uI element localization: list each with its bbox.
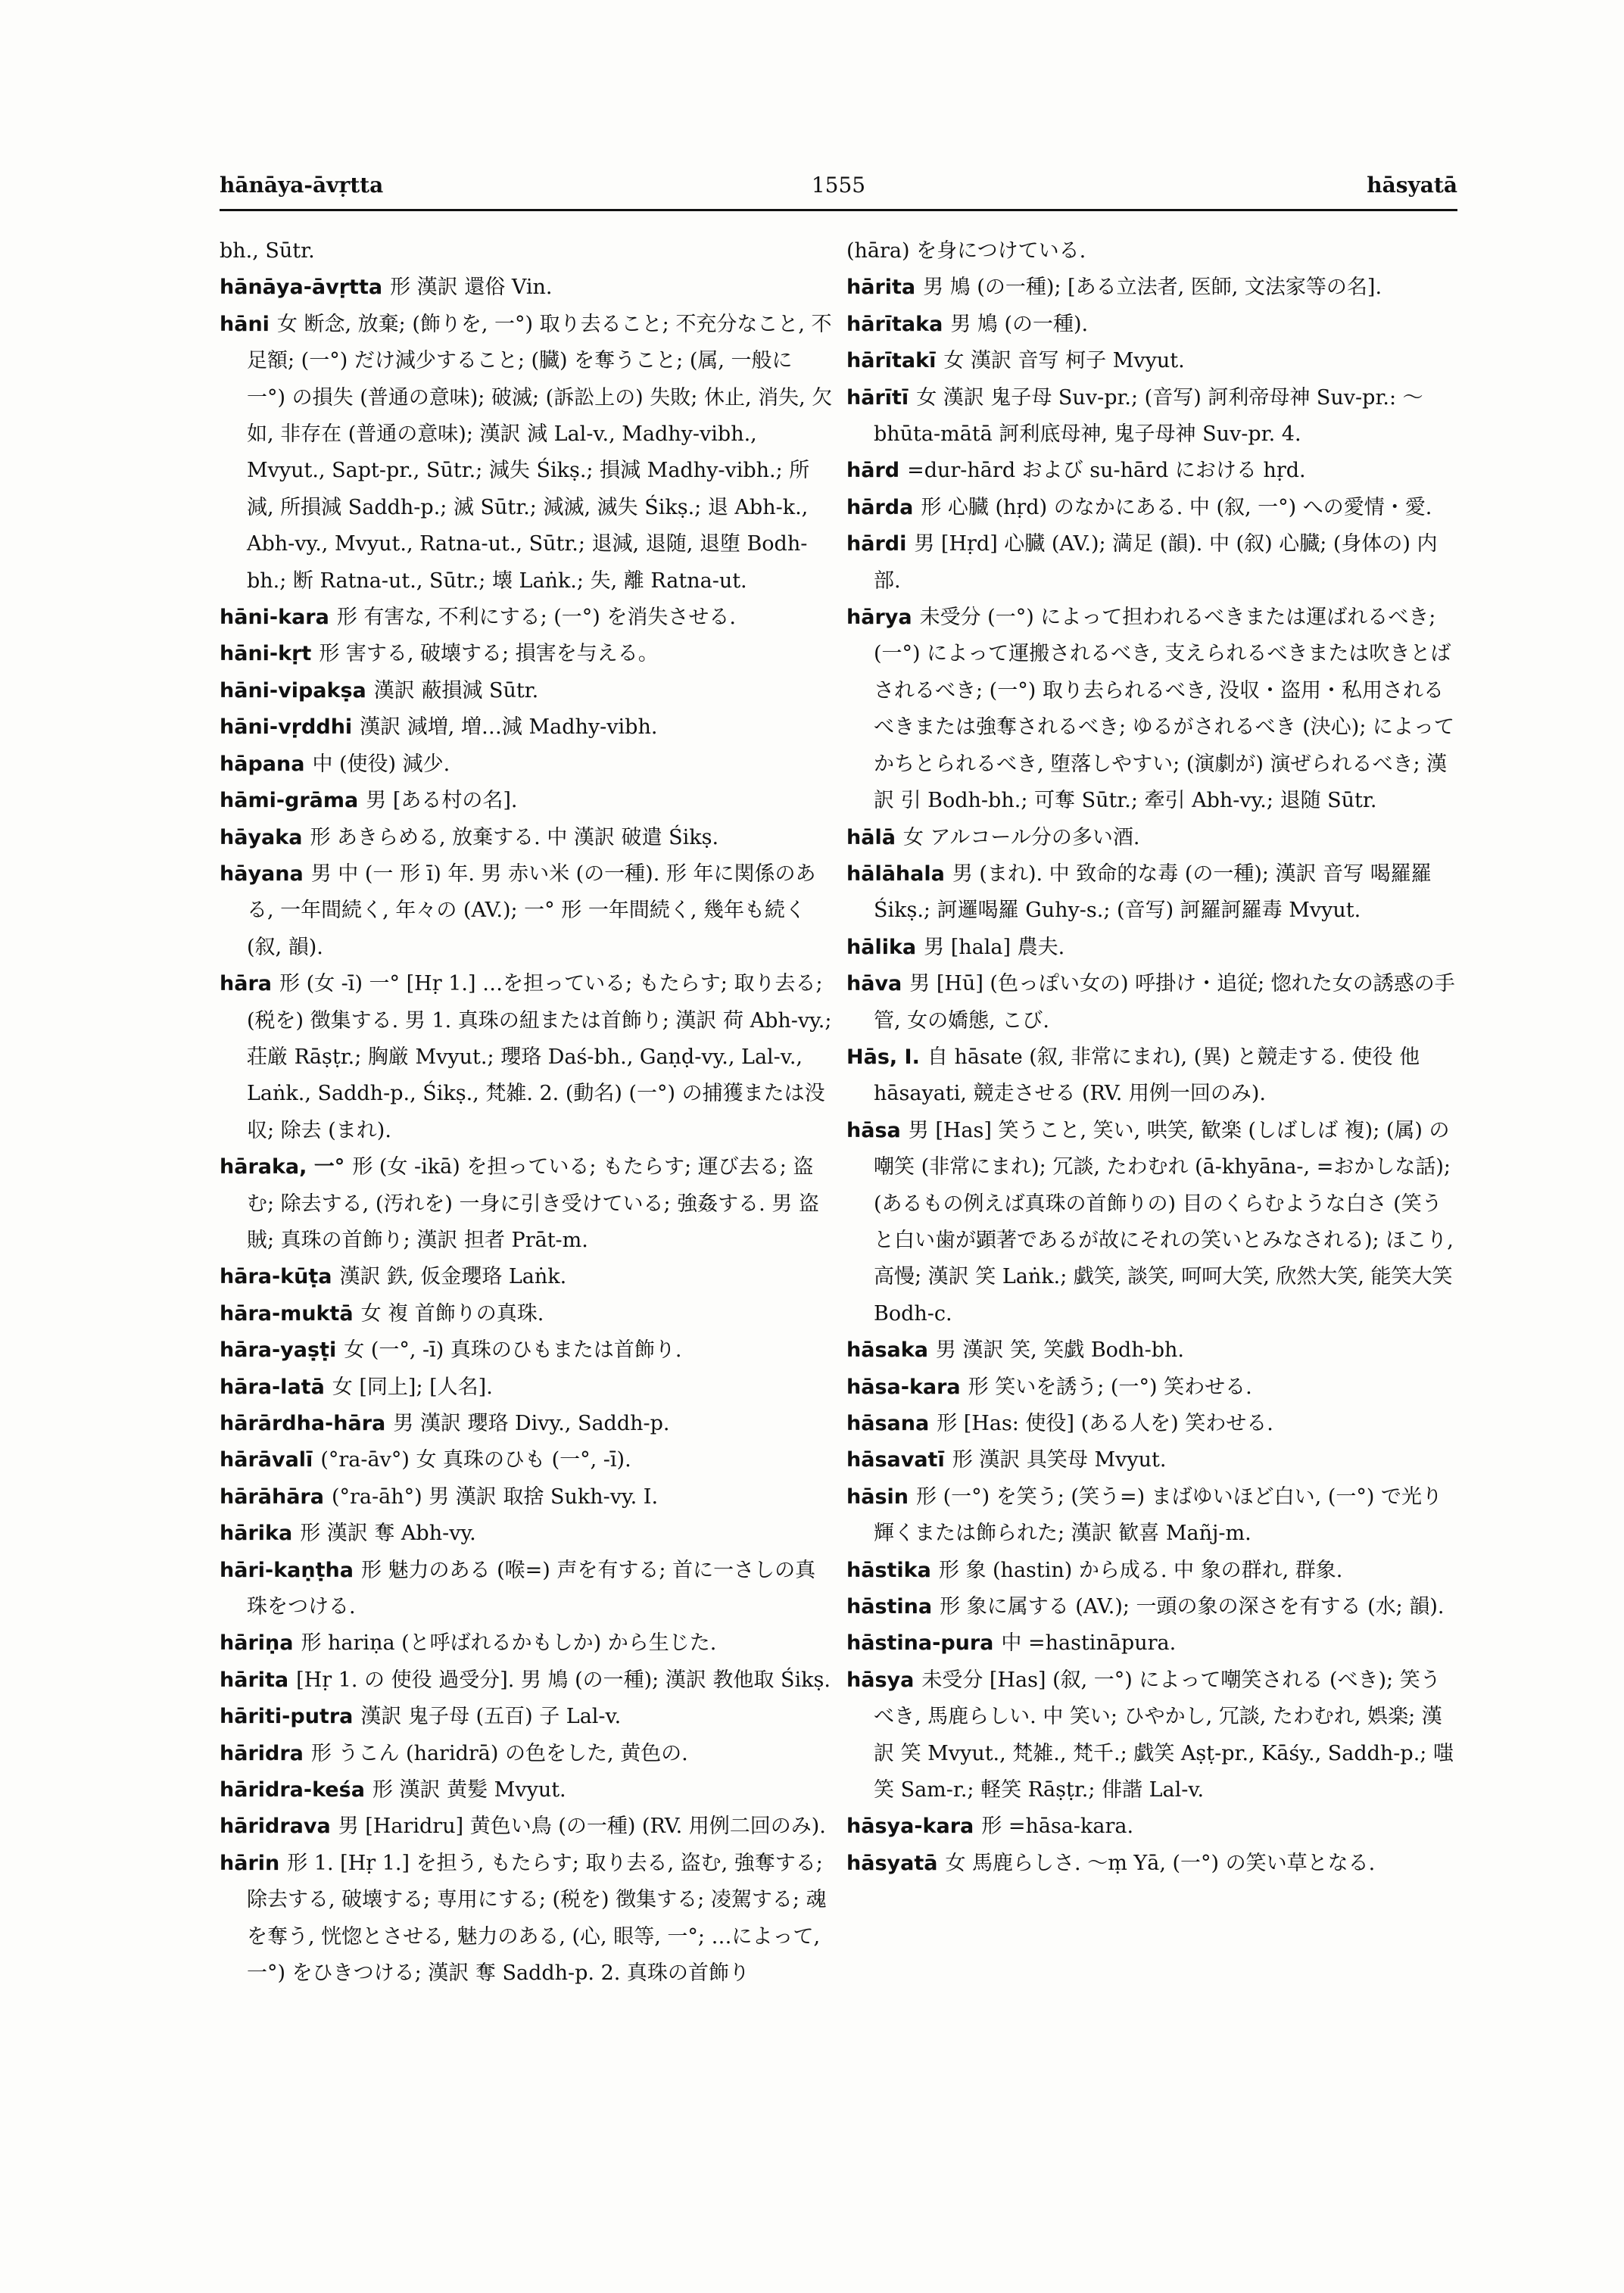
entry-headword: hāstina [846, 1595, 933, 1619]
entry-definition: 女 [同上]; [人名]. [332, 1375, 493, 1399]
entry-definition: 男 [Hū] (色っぽい女の) 呼掛け・追従; 惚れた女の誘惑の手管, 女の嬌態, こび. [874, 972, 1455, 1033]
entry-definition: 形 魅力のある (喉=) 声を有する; 首に一さしの真珠をつける. [247, 1558, 816, 1619]
entry-headword: hārin [220, 1851, 280, 1875]
entry-headword: hāstika [846, 1558, 931, 1582]
entry-headword: hāmi-grāma [220, 789, 359, 813]
dictionary-entry [220, 1772, 833, 1809]
entry-headword: hālāhala [846, 861, 945, 886]
entry-definition: 女 アルコール分の多い酒. [902, 825, 1140, 849]
entry-definition: 形 (一°) を笑う; (笑う=) まばゆいほど白い, (一°) で光り輝くまたは飾られた; 漢訳 歓喜 Mañj-m. [874, 1485, 1442, 1546]
entry-definition: (°ra-āh°) 男 漢訳 取捨 Sukh-vy. I. [331, 1485, 659, 1509]
entry-definition: 女 複 首飾りの真珠. [360, 1301, 544, 1326]
entry-headword: hāpana [220, 752, 305, 776]
dictionary-entry [220, 1442, 833, 1478]
page-number: 1555 [811, 173, 866, 198]
dictionary-entry [220, 1259, 833, 1295]
entry-headword: hāyaka [220, 825, 303, 849]
entry-definition: 男 中 (一 形 ī) 年. 男 赤い米 (の一種). 形 年に関係のある, 一年間続く, 年々の (AV.); 一° 形 一年間続く, 幾年も続く (叙, 韻). [247, 861, 816, 959]
entry-definition: 形 hariṇa (と呼ばれるかもしか) から生じた. [301, 1631, 717, 1656]
entry-headword: hāra-muktā [220, 1301, 354, 1326]
dictionary-entry [846, 453, 1460, 489]
entry-definition: 女 断念, 放棄; (飾りを, 一°) 取り去ること; 不充分なこと, 不足額; (一°) だけ減少すること; (臓) を奪うこと; (属, 一般に 一°) の損失 (普通の意味); 破滅; (訴訟上の) 失敗; 休止, 消失, 欠如, 非存在 (普通の意味); 漢訳 減 Lal-v., Madhy-vibh., Mvyut., Sapt-pr., Sūtr.; 減失 Śikṣ.; 損減 Madhy-vibh.; 所減, 所損減 Saddh-p.; 滅 Sūtr.; 減滅, 滅失 Śikṣ.; 退 Abh-k., Abh-vy., Mvyut., Ratna-ut., Sūtr.; 退減, 退随, 退堕 Bodh-bh.; 断 Ratna-ut., Sūtr.; 壊 Laṅk.; 失, 離 Ratna-ut. [247, 312, 833, 593]
entry-headword: hāra-latā [220, 1375, 325, 1399]
entry-headword: hārārdha-hāra [220, 1412, 386, 1435]
entry-definition: 形 [Has: 使役] (ある人を) 笑わせる. [937, 1412, 1273, 1435]
dictionary-entry [846, 307, 1460, 343]
entry-definition: 中 =hastināpura. [1001, 1631, 1177, 1656]
entry-definition: 未受分 [Has] (叙, 一°) によって嘲笑される (べき); 笑うべき, 馬鹿らしい. 中 笑い; ひやかし, 冗談, たわむれ, 娯楽; 漢訳 笑 Mvyut., 梵雑., 梵千.; 戯笑 Aṣṭ-pr., Kāśy., Saddh-p.; 嗤笑 Sam-r.; 軽笑 Rāṣṭr.; 俳諧 Lal-v. [874, 1668, 1454, 1802]
dictionary-entry [846, 1625, 1460, 1662]
dictionary-entry [220, 820, 833, 856]
dictionary-entry [846, 930, 1460, 966]
entry-headword: hāridra [220, 1741, 304, 1765]
entry-definition: 形 あきらめる, 放棄する. 中 漢訳 破遣 Śikṣ. [310, 825, 719, 849]
dictionary-entry [220, 233, 833, 269]
dictionary-entry [846, 233, 1460, 269]
entry-definition: 形 漢訳 具笑母 Mvyut. [952, 1448, 1167, 1472]
entry-headword: hāriṇa [220, 1631, 294, 1656]
entry-definition: =dur-hārd および su-hārd における hṛd. [907, 459, 1306, 483]
entry-definition: 女 漢訳 音写 柯子 Mvyut. [943, 349, 1185, 373]
dictionary-entry [846, 343, 1460, 379]
entry-headword: hāridra-keśa [220, 1778, 365, 1802]
dictionary-entry [846, 380, 1460, 453]
dictionary-entry [220, 746, 833, 783]
dictionary-entry [220, 783, 833, 819]
entry-headword: hāni [220, 312, 270, 336]
dictionary-entry [846, 1809, 1460, 1845]
entry-headword: hāva [846, 972, 902, 996]
entry-definition: bh., Sūtr. [220, 239, 315, 263]
dictionary-entry [846, 1113, 1460, 1332]
entry-definition: [Hṛ 1. の 使役 過受分]. 男 鳩 (の一種); 漢訳 教他取 Śikṣ. [296, 1668, 831, 1692]
dictionary-entry [846, 490, 1460, 526]
dictionary-entry [220, 1332, 833, 1369]
entry-definition: 形 漢訳 奪 Abh-vy. [300, 1522, 476, 1546]
entry-headword: hāraka, 一° [220, 1155, 345, 1179]
dictionary-entry [846, 1553, 1460, 1589]
left-column [220, 233, 833, 1992]
entry-headword: hārda [846, 495, 914, 519]
entry-definition: 女 馬鹿らしさ. ～ṃ Yā, (一°) の笑い草となる. [945, 1851, 1376, 1875]
entry-headword: hārāhāra [220, 1485, 324, 1509]
dictionary-entry [220, 1149, 833, 1259]
dictionary-entry [220, 1736, 833, 1772]
dictionary-entry [220, 1625, 833, 1662]
dictionary-entry [220, 1699, 833, 1735]
dictionary-entry [846, 526, 1460, 600]
dictionary-entry [846, 1039, 1460, 1113]
dictionary-entry [846, 856, 1460, 930]
dictionary-entry [220, 307, 833, 600]
entry-headword: hāni-kara [220, 606, 329, 630]
entry-definition: 形 害する, 破壊する; 損害を与える。 [319, 642, 659, 666]
dictionary-entry [846, 1406, 1460, 1442]
entry-definition: 形 漢訳 黄髪 Mvyut. [372, 1778, 566, 1802]
dictionary-entry [846, 1369, 1460, 1406]
dictionary-entry [846, 600, 1460, 819]
dictionary-entry [220, 1662, 833, 1699]
entry-definition: 女 (一°, -ī) 真珠のひもまたは首飾り. [344, 1338, 682, 1363]
dictionary-entry [846, 1589, 1460, 1625]
entry-headword: hāsavatī [846, 1448, 945, 1472]
entry-definition: 漢訳 減増, 増…減 Madhy-vibh. [360, 715, 658, 740]
entry-headword: hāni-vṛddhi [220, 715, 353, 740]
dictionary-entry [220, 856, 833, 966]
entry-definition: 形 象 (hastin) から成る. 中 象の群れ, 群象. [938, 1558, 1343, 1582]
entry-headword: hāra-kūṭa [220, 1265, 332, 1289]
entry-headword: hārd [846, 459, 900, 483]
entry-definition: 形 1. [Hṛ 1.] を担う, もたらす; 取り去る, 盗む, 強奪する; 除去する, 破壊する; 専用にする; (税を) 徴集する; 凌駕する; 魂を奪う, 恍惚とさせる, 魅力のある, (心, 眼等, 一°; …によって, 一°) をひきつける; 漢訳 奪 Saddh-p. 2. 真珠の首飾り [247, 1851, 827, 1986]
entry-headword: hālā [846, 825, 896, 849]
entry-headword: hārika [220, 1522, 293, 1546]
entry-headword: hānāya-āvṛtta [220, 276, 383, 300]
entry-definition: 男 (まれ). 中 致命的な毒 (の一種); 漢訳 音写 喝羅羅 Śikṣ.; 訶邏喝羅 Guhy-s.; (音写) 訶羅訶羅毒 Mvyut. [874, 861, 1432, 923]
entry-definition: 漢訳 蔽損減 Sūtr. [373, 678, 539, 703]
entry-definition: 形 有害な, 不利にする; (一°) を消失させる. [336, 606, 737, 630]
entry-headword: hāsa-kara [846, 1375, 961, 1399]
entry-headword: hārītī [846, 385, 909, 410]
dictionary-entry [846, 1332, 1460, 1369]
entry-definition: 男 漢訳 瓔珞 Divy., Saddh-p. [393, 1412, 670, 1435]
entry-headword: hāsa [846, 1118, 901, 1142]
entry-headword: hāridrava [220, 1815, 331, 1839]
entry-definition: 形 (女 -ikā) を担っている; もたらす; 運び去る; 盗む; 除去する, (汚れを) 一身に引き受けている; 強姦する. 男 盗賊; 真珠の首飾り; 漢訳 担者 Prāt-m. [247, 1155, 819, 1252]
right-column [846, 233, 1460, 1882]
entry-definition: 男 [ある村の名]. [366, 789, 518, 813]
entry-headword: hārita [846, 276, 916, 300]
dictionary-entry [220, 709, 833, 746]
page-header [220, 173, 1457, 211]
dictionary-entry [846, 1846, 1460, 1882]
entry-headword: hālika [846, 935, 917, 959]
entry-headword: hāni-vipakṣa [220, 678, 366, 703]
dictionary-entry [220, 600, 833, 636]
entry-definition: 形 心臓 (hṛd) のなかにある. 中 (叙, 一°) への愛情・愛. [921, 495, 1432, 519]
entry-definition: 形 象に属する (AV.); 一頭の象の深さを有する (水; 韻). [940, 1595, 1445, 1619]
entry-headword: hāsya-kara [846, 1815, 974, 1839]
dictionary-entry [220, 1846, 833, 1992]
entry-definition: (°ra-āv°) 女 真珠のひも (一°, -ī). [320, 1448, 631, 1472]
entry-headword: hāsya [846, 1668, 915, 1692]
entry-headword: hāriti-putra [220, 1705, 354, 1729]
entry-headword: hāsana [846, 1412, 930, 1435]
dictionary-entry [846, 1662, 1460, 1809]
entry-headword: hāsaka [846, 1338, 928, 1363]
entry-definition: 男 鳩 (の一種); [ある立法者, 医師, 文法家等の名]. [923, 276, 1382, 300]
entry-headword: hāyana [220, 861, 304, 886]
entry-definition: 男 [Has] 笑うこと, 笑い, 哄笑, 歓楽 (しばしば 複); (属) の嘲笑 (非常にまれ); 冗談, たわむれ (ā-khyāna-, =おかしな話); (あるもの例えば真珠の首飾りの) 目のくらむような白さ (笑うと白い歯が顕著であるが故にそれの笑いとみなされる); ほこり, 高慢; 漢訳 笑 Laṅk.; 戯笑, 談笑, 呵呵大笑, 欣然大笑, 能笑大笑 Bodh-c. [874, 1118, 1454, 1326]
entry-headword: hārdi [846, 532, 907, 556]
dictionary-entry [220, 1369, 833, 1406]
dictionary-entry [220, 1296, 833, 1332]
entry-definition: 男 鳩 (の一種). [950, 312, 1089, 336]
entry-headword: hāsin [846, 1485, 909, 1509]
dictionary-entry [846, 820, 1460, 856]
entry-headword: hāsyatā [846, 1851, 938, 1875]
entry-headword: hārya [846, 606, 912, 630]
dictionary-entry [220, 966, 833, 1149]
entry-headword: hāni-kṛt [220, 642, 312, 666]
entry-definition: 男 [hala] 農夫. [924, 935, 1065, 959]
running-head-left: hānāya-āvṛtta [220, 173, 384, 198]
entry-headword: hārita [220, 1668, 289, 1692]
entry-definition: 形 (女 -ī) 一° [Hṛ 1.] …を担っている; もたらす; 取り去る; (税を) 徴集する. 男 1. 真珠の紐または首飾り; 漢訳 荷 Abh-vy.; 荘厳 Rāṣṭr.; 胸厳 Mvyut.; 瓔珞 Daś-bh., Gaṇḍ-vy., Lal-v., Laṅk., Saddh-p., Śikṣ., 梵雑. 2. (動名) (一°) の捕獲または没収; 除去 (まれ). [247, 972, 832, 1142]
dictionary-entry [220, 1406, 833, 1442]
entry-headword: hāra [220, 972, 272, 996]
entry-headword: hārītakī [846, 349, 937, 373]
entry-definition: 女 漢訳 鬼子母 Suv-pr.; (音写) 訶利帝母神 Suv-pr.: ～bhūta-mātā 訶利底母神, 鬼子母神 Suv-pr. 4. [874, 385, 1423, 447]
dictionary-entry [220, 636, 833, 672]
entry-definition: 男 漢訳 笑, 笑戯 Bodh-bh. [935, 1338, 1184, 1363]
entry-definition: 形 笑いを誘う; (一°) 笑わせる. [968, 1375, 1252, 1399]
entry-headword: hāstina-pura [846, 1631, 994, 1656]
entry-definition: 男 [Hṛd] 心臓 (AV.); 満足 (韻). 中 (叙) 心臓; (身体の) 内部. [874, 532, 1438, 593]
entry-headword: hāri-kaṇṭha [220, 1558, 354, 1582]
dictionary-entry [846, 1479, 1460, 1553]
dictionary-entry [846, 269, 1460, 306]
dictionary-entry [220, 1553, 833, 1626]
dictionary-entry [220, 1809, 833, 1845]
dictionary-entry [220, 1516, 833, 1552]
running-head-right: hāsyatā [1367, 173, 1457, 198]
dictionary-entry [220, 269, 833, 306]
entry-definition: 男 [Haridru] 黄色い鳥 (の一種) (RV. 用例二回のみ). [338, 1815, 826, 1839]
entry-definition: (hāra) を身につけている. [846, 239, 1086, 263]
dictionary-entry [220, 1479, 833, 1516]
entry-headword: hārāvalī [220, 1448, 313, 1472]
entry-headword: Hās, I. [846, 1045, 920, 1069]
entry-definition: 形 うこん (haridrā) の色をした, 黄色の. [310, 1741, 688, 1765]
dictionary-entry [846, 1442, 1460, 1478]
entry-definition: 形 漢訳 還俗 Vin. [390, 276, 553, 300]
entry-definition: 漢訳 鉄, 仮金瓔珞 Laṅk. [339, 1265, 567, 1289]
entry-headword: hārītaka [846, 312, 943, 336]
dictionary-entry [846, 966, 1460, 1039]
entry-headword: hāra-yaṣṭi [220, 1338, 337, 1363]
entry-definition: 自 hāsate (叙, 非常にまれ), (異) と競走する. 使役 他 hāsayati, 競走させる (RV. 用例一回のみ). [874, 1045, 1420, 1106]
entry-definition: 未受分 (一°) によって担われるべきまたは運ばれるべき; (一°) によって運搬されるべき, 支えられるべきまたは吹きとばされるべき; (一°) 取り去られるべき, 没収・盗用・私用されるべきまたは強奪されるべき; ゆるがされるべき (決心); によってかちとられるべき, 堕落しやすい; (演劇が) 演ぜられるべき; 漢訳 引 Bodh-bh.; 可奪 Sūtr.; 牽引 Abh-vy.; 退随 Sūtr. [874, 606, 1455, 813]
entry-definition: 形 =hāsa-kara. [981, 1815, 1134, 1839]
entry-definition: 中 (使役) 減少. [312, 752, 450, 776]
entry-definition: 漢訳 鬼子母 (五百) 子 Lal-v. [360, 1705, 622, 1729]
dictionary-entry [220, 673, 833, 709]
